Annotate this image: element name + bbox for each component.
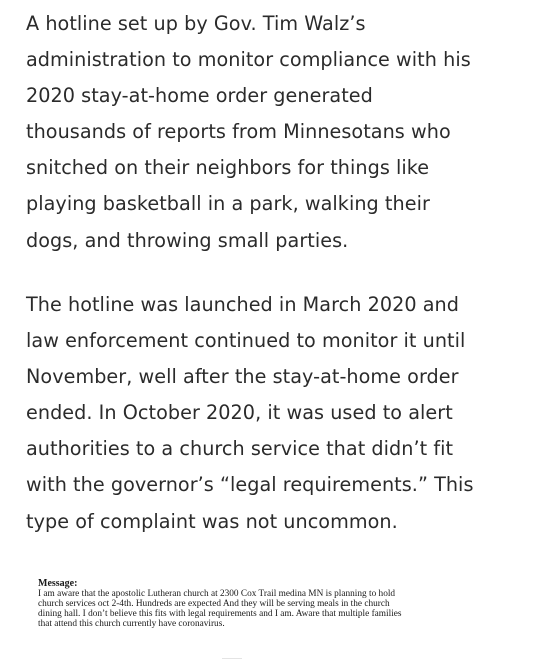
complaint-message-excerpt bbox=[38, 579, 518, 629]
text-line: November, well after the stay-at-home order bbox=[26, 365, 459, 389]
message-line: dining hall. I don’t believe this fits with legal requirements and I am. Aware that multiple families bbox=[38, 609, 402, 619]
divider bbox=[222, 658, 242, 659]
text-line: snitched on their neighbors for things like bbox=[26, 156, 430, 180]
text-line: A hotline set up by Gov. Tim Walz’s bbox=[26, 12, 366, 35]
text-line: playing basketball in a park, walking their bbox=[26, 192, 430, 216]
message-line: that attend this church currently have coronavirus. bbox=[38, 619, 225, 629]
text-line: The hotline was launched in March 2020 and bbox=[26, 293, 459, 316]
paragraph-hotline-intro bbox=[26, 0, 471, 259]
text-line: thousands of reports from Minnesotans who bbox=[26, 120, 451, 144]
message-line: I am aware that the apostolic Lutheran church at 2300 Cox Trail medina MN is planning to hold bbox=[38, 589, 396, 599]
text-line: type of complaint was not uncommon. bbox=[26, 509, 398, 533]
text-line: administration to monitor compliance with his bbox=[26, 48, 471, 72]
text-line: with the governor’s “legal requirements.” This bbox=[26, 473, 474, 497]
text-line: 2020 stay-at-home order generated bbox=[26, 84, 373, 108]
paragraph-hotline-details bbox=[26, 287, 474, 540]
text-line: ended. In October 2020, it was used to alert bbox=[26, 401, 453, 425]
message-label: Message: bbox=[38, 578, 78, 589]
message-line: church services oct 2-4th. Hundreds are expected And they will be serving meals in the church bbox=[38, 599, 390, 609]
text-line: law enforcement continued to monitor it until bbox=[26, 329, 466, 353]
text-line: dogs, and throwing small parties. bbox=[26, 228, 349, 252]
text-line: authorities to a church service that didn’t fit bbox=[26, 437, 454, 461]
